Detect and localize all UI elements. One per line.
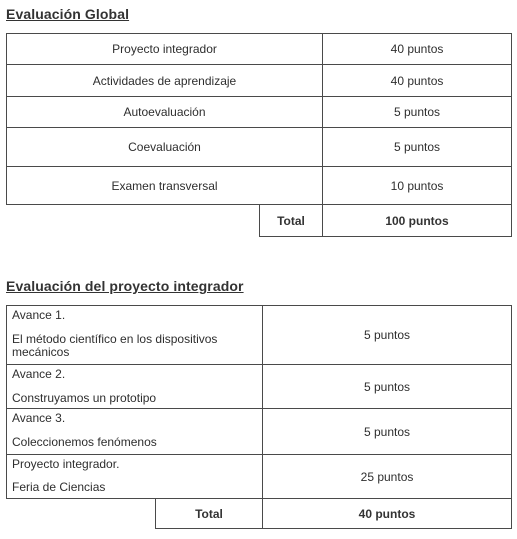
row-label (7, 365, 263, 409)
row-label: Actividades de aprendizaje (7, 65, 323, 97)
empty-cell (7, 205, 260, 237)
row-label (7, 409, 263, 455)
row-value: 40 puntos (323, 34, 512, 65)
row-detail: Coleccionemos fenómenos (12, 435, 157, 449)
row-value: 5 puntos (323, 128, 512, 167)
table-row (7, 128, 512, 167)
total-label: Total (260, 205, 323, 237)
table-row (7, 306, 512, 365)
total-value: 40 puntos (263, 499, 512, 529)
row-detail: Construyamos un prototipo (12, 391, 157, 405)
table-row (7, 97, 512, 128)
row-heading: Avance 2. (12, 367, 66, 381)
table-row (7, 65, 512, 97)
row-value: 5 puntos (323, 97, 512, 128)
row-value: 5 puntos (263, 306, 512, 365)
row-label (7, 306, 263, 365)
project-evaluation-table (6, 305, 512, 529)
row-value: 5 puntos (263, 409, 512, 455)
global-evaluation-table (6, 33, 512, 237)
row-label: Coevaluación (7, 128, 323, 167)
total-row (7, 499, 512, 529)
row-heading: Avance 1. (12, 308, 66, 322)
table-row (7, 365, 512, 409)
table-row (7, 409, 512, 455)
row-label: Autoevaluación (7, 97, 323, 128)
total-value: 100 puntos (323, 205, 512, 237)
total-label: Total (156, 499, 263, 529)
row-detail: El método científico en los dispositivos mecánicos (12, 332, 218, 359)
table-row (7, 34, 512, 65)
section-title-proyecto: Evaluación del proyecto integrador (6, 278, 244, 294)
total-row (7, 205, 512, 237)
row-value: 10 puntos (323, 167, 512, 205)
row-label: Proyecto integrador (7, 34, 323, 65)
row-detail: Feria de Ciencias (12, 480, 106, 494)
row-value: 5 puntos (263, 365, 512, 409)
row-label (7, 455, 263, 499)
row-heading: Proyecto integrador. (12, 457, 120, 471)
row-heading: Avance 3. (12, 411, 66, 425)
row-label: Examen transversal (7, 167, 323, 205)
row-value: 40 puntos (323, 65, 512, 97)
empty-cell (7, 499, 156, 529)
table-row (7, 455, 512, 499)
row-value: 25 puntos (263, 455, 512, 499)
table-row (7, 167, 512, 205)
section-title-global: Evaluación Global (6, 6, 130, 22)
